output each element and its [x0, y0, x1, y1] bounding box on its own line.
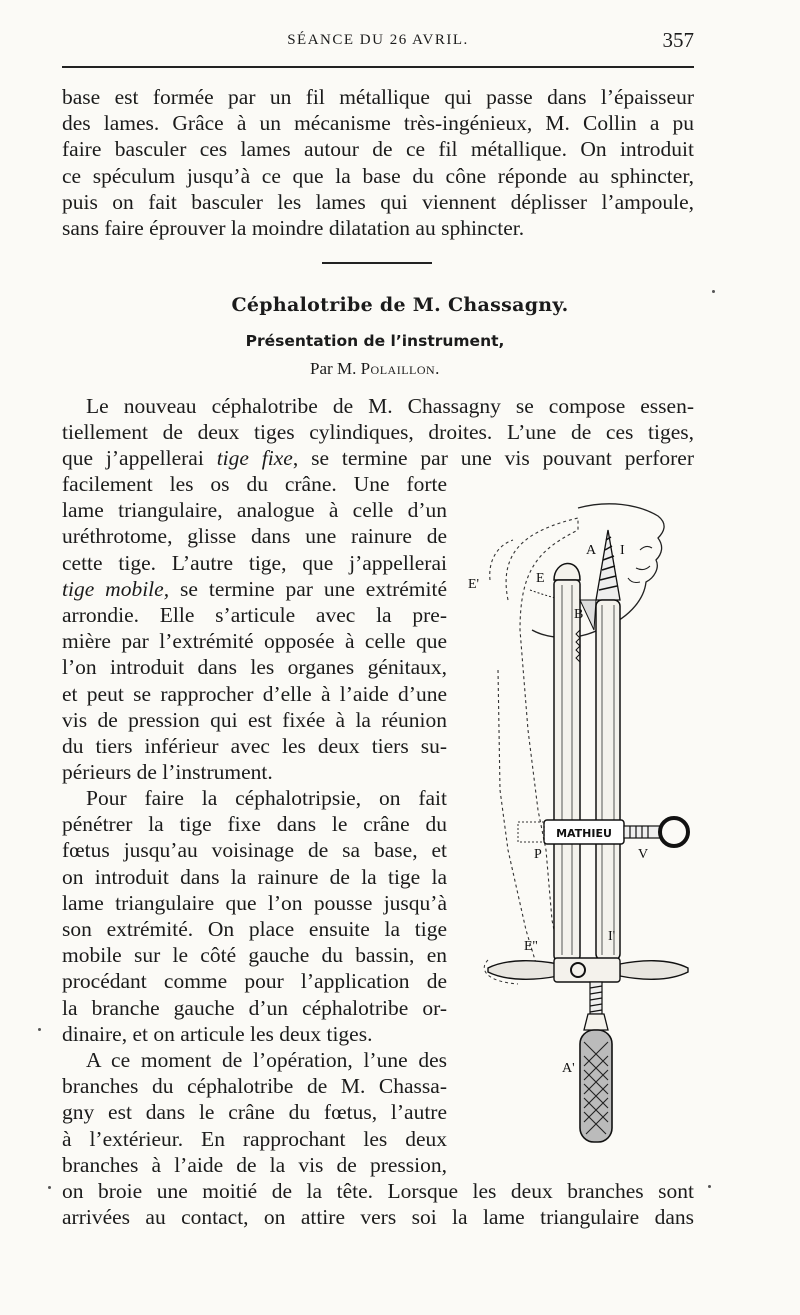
page-number: 357	[662, 28, 694, 52]
text-line: mobile sur le côté gauche du bassin, en	[62, 943, 447, 968]
text-line: faire basculer ces lames autour de ce fil métallique. On introduit	[62, 137, 694, 162]
text-line	[62, 445, 694, 471]
body-paragraph-3	[62, 1047, 447, 1178]
figure-label-e-prime: E'	[468, 577, 480, 592]
text-line: gny est dans le crâne du fœtus, l’autre	[62, 1100, 447, 1125]
header-rule	[62, 66, 694, 68]
mobile-branch-rod	[554, 580, 580, 960]
text-run: que j’appellerai	[62, 446, 217, 471]
pressure-screw-ring	[660, 818, 688, 846]
text-line: base est formée par un fil métallique qui passe dans l’épaisseur	[62, 85, 694, 109]
emphasis: tige mobile,	[62, 576, 170, 601]
figure-label-e-double: E''	[524, 939, 538, 954]
text-run: , se termine par une vis pouvant perforer	[292, 446, 694, 471]
text-line: fœtus jusqu’au voisinage de sa base, et	[62, 838, 447, 863]
text-line: dinaire, et on articule les deux tiges.	[62, 1021, 373, 1046]
text-line: branches du céphalotribe de M. Chassa-	[62, 1074, 447, 1099]
text-line: arrivées au contact, on attire vers soi la lame triangulaire dans	[62, 1205, 694, 1230]
figure-label-i: I	[620, 543, 625, 558]
text-line: des lames. Grâce à un mécanisme très-ingénieux, M. Collin a pu	[62, 111, 694, 136]
text-line: on introduit dans la rainure de la tige la	[62, 864, 447, 889]
emphasis: tige fixe	[216, 446, 293, 471]
scan-speck	[712, 290, 715, 293]
figure-label-a: A	[586, 543, 597, 558]
running-title: SÉANCE DU 26 AVRIL.	[287, 32, 469, 48]
scan-speck	[708, 1185, 711, 1188]
handle-neck	[584, 1014, 608, 1030]
scan-speck	[38, 1028, 41, 1031]
text-line: mière par l’extrémité opposée à celle que	[62, 629, 447, 654]
intro-paragraph	[62, 84, 694, 241]
fixed-branch-rod	[596, 600, 620, 960]
figure-label-v: V	[638, 847, 649, 862]
knurled-handle	[580, 1030, 612, 1142]
text-line: puis on fait basculer les lames qui viennent déplisser l’ampoule,	[62, 189, 694, 214]
text-line: A ce moment de l’opération, l’une des	[86, 1048, 447, 1072]
text-line: Pour faire la céphalotripsie, on fait	[86, 786, 447, 810]
figure-label-p: P	[534, 847, 542, 862]
section-subtitle: Présentation de l’instrument,	[245, 332, 505, 350]
figure-label-i-prime: I'	[608, 929, 616, 944]
text-line: procédant comme pour l’application de	[62, 969, 447, 994]
text-line: pénétrer la tige fixe dans le crâne du	[62, 812, 447, 837]
text-run: se termine par une extrémité	[169, 576, 447, 601]
figure-label-b: B	[574, 607, 584, 622]
running-head	[62, 28, 694, 54]
text-line: du tiers inférieur avec les deux tiers su-	[62, 734, 447, 759]
section-title: Céphalotribe de M. Chassagny.	[231, 294, 569, 316]
text-line: lame triangulaire, analogue à celle d’un	[62, 498, 447, 523]
maker-mark: MATHIEU	[556, 827, 612, 840]
scan-speck	[48, 1186, 51, 1189]
crossbar-handle-right	[620, 961, 688, 980]
body-paragraph-1-top	[62, 393, 694, 472]
text-line: périeurs de l’instrument.	[62, 760, 273, 785]
cephalotribe-figure	[468, 490, 700, 1150]
author-name: Polaillon.	[360, 359, 440, 378]
text-line: à l’extérieur. En rapprochant les deux	[62, 1126, 447, 1151]
fetal-face-detail	[628, 546, 652, 582]
text-line: ce spéculum jusqu’à ce que la base du cône réponde au sphincter,	[62, 163, 694, 188]
cephalotribe-illustration	[468, 490, 700, 1150]
body-paragraph-final	[62, 1178, 694, 1230]
articulation-block	[554, 958, 620, 982]
text-line: Le nouveau céphalotribe de M. Chassagny se compose essen-	[86, 394, 694, 418]
text-line: uréthrotome, glisse dans une rainure de	[62, 524, 447, 549]
text-line	[62, 576, 447, 602]
text-line: cette tige. L’autre tige, que j’appellerai	[62, 550, 447, 575]
section-separator	[322, 262, 432, 264]
figure-label-a-prime: A'	[562, 1061, 575, 1076]
text-line: et peut se rapprocher d’elle à l’aide d’une	[62, 681, 447, 706]
author-line	[0, 359, 750, 379]
mobile-branch-tip	[554, 563, 580, 580]
text-line: on broie une moitié de la tête. Lorsque les deux branches sont	[62, 1179, 694, 1203]
author-prefix: Par M.	[310, 359, 357, 378]
text-line: arrondie. Elle s’articule avec la pre-	[62, 603, 447, 628]
text-line: l’on introduit dans les organes génitaux,	[62, 655, 447, 680]
body-paragraph-1-narrow	[62, 471, 447, 785]
text-line: tiellement de deux tiges cylindiques, droites. L’une de ces tiges,	[62, 420, 694, 445]
text-line: la branche gauche d’un céphalotribe or-	[62, 995, 447, 1020]
text-line: son extrémité. On place ensuite la tige	[62, 917, 447, 942]
figure-label-e: E	[536, 571, 545, 586]
text-line: facilement les os du crâne. Une forte	[62, 472, 447, 496]
text-line: branches à l’aide de la vis de pression,	[62, 1152, 447, 1177]
text-line: lame triangulaire que l’on pousse jusqu’à	[62, 890, 447, 915]
text-line: sans faire éprouver la moindre dilatation au sphincter.	[62, 216, 525, 241]
body-paragraph-2	[62, 785, 447, 1047]
crossbar-handle-left	[488, 961, 558, 980]
dashed-hinge	[518, 822, 544, 842]
text-line: vis de pression qui est fixée à la réunion	[62, 707, 447, 732]
